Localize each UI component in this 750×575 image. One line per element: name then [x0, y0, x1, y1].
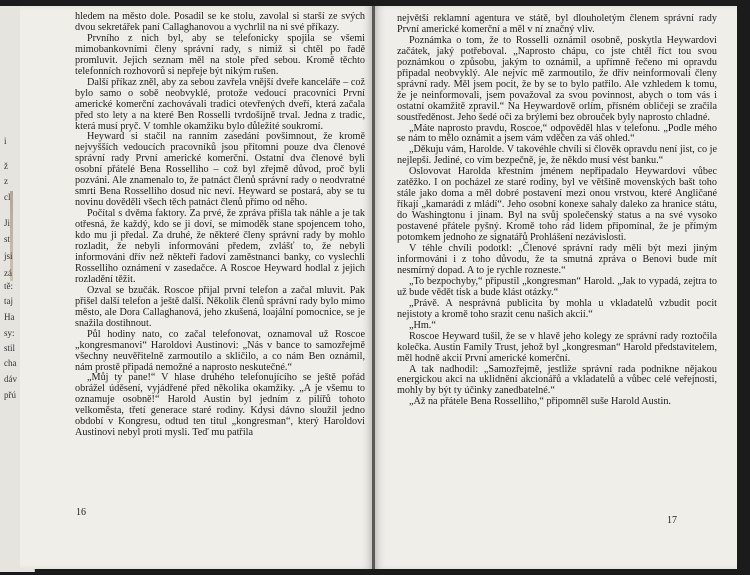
paragraph: „To bezpochyby,“ připustil „kongresman“ Harold. „Jak to vypadá, zejtra to už bude vědět tisk a bude klást otázky.“: [397, 275, 717, 298]
left-page-number: 16: [76, 507, 86, 518]
text-fragment: Ha: [4, 312, 15, 322]
text-fragment: jsi: [4, 251, 13, 261]
text-fragment: sy:: [4, 328, 15, 338]
text-fragment: taj: [4, 296, 13, 306]
paragraph: Další příkaz zněl, aby za sebou zavřela vnější dveře kanceláře – což bylo samo o sobě neobvyklé, protože vedoucí pracovníci První americké komerční zachovávali tradici otevřených dveří, která začala před sto lety a na které Ben Rosselli tvrdošíjně trval. Jedna z tradic, která musí pryč. V tomhle okamžiku bylo důležité soukromí.: [75, 76, 365, 132]
text-fragment: Ji: [4, 218, 11, 228]
paragraph: hledem na město dole. Posadil se ke stolu, zavolal si starší ze svých dvou sekretářek paní Callaghanovou a vychrlil na ni své příkazy.: [75, 11, 365, 33]
paragraph: „Až na přátele Bena Rosselliho,“ připomněl suše Harold Austin.: [409, 396, 671, 408]
paragraph: Heyward si stačil na ranním zasedání povšimnout, že kromě nejvyšších vedoucích pracovníků jsou přítomni pouze dva členové správní rady První americké komerční. Ostatní dva členové byli osobní přátelé Bena Rosselliho – což byl zřejmě důvod, proč byli pozváni. Ale znamenalo to, že patnáct členů správní rady o neodvratné smrti Bena Rosselliho dosud nic neví. Heyward se postará, aby se tu novinu dověděli všech těch patnáct členů přímo od něho.: [75, 131, 365, 209]
right-page: [375, 6, 737, 569]
text-fragment: z: [4, 176, 8, 186]
text-fragment: cl: [4, 192, 11, 202]
right-page-number: 17: [667, 515, 677, 526]
paragraph: Prvního z nich byl, aby se telefonicky spojila se všemi mimobankovními členy správní rady, s nimiž si chtěl po řadě promluvit. Jejich seznam měl na stole před sebou. Kromě těchto telefonních rozhovorů si nepřeje být nikým rušen.: [75, 32, 365, 77]
paragraph: Oslovovat Harolda křestním jménem nepřipadalo Heywardovi vůbec zatěžko. I on pocházel ze staré rodiny, byl ve většině movenských bašt toho stále jako doma a měl dobré postavení mezi onou vrstvou, které Angličané říkají „kamarádi z mládí“. Jeho osobní konexe sahaly daleko za hranice státu, do Washingtonu i jinam. Byl na svůj společenský status a na své vysoko postavené přátele pyšný. Kromě toho rád lidem připomínal, že je přímým potomkem jednoho ze signatářů Prohlášení nezávislosti.: [397, 166, 717, 244]
text-fragment: tě:: [4, 281, 13, 291]
text-fragment: zá: [4, 268, 12, 278]
text-fragment: cha: [4, 358, 17, 368]
paragraph: největší reklamní agentura ve státě, byl dlouholetým členem správní rady První americké komerční a měl v ní značný vliv.: [397, 13, 717, 35]
text-fragment: přú: [4, 390, 16, 400]
text-fragment: ž: [4, 161, 8, 171]
right-page-text: [397, 14, 717, 408]
paragraph: Ozval se bzučák. Roscoe přijal první telefon a začal mluvit. Pak přišel další telefon a ještě další. Několik členů správní rady bylo mimo město, ale Dora Callaghanová, jeho zkušená, loajální pomocnice, se je snažila dostihnout.: [75, 284, 365, 329]
paragraph: „Hm.“: [409, 319, 436, 331]
paragraph: Půl hodiny nato, co začal telefonovat, oznamoval už Roscoe „kongresmanovi“ Haroldovi Austinovi: „Nás v bance to samozřejmě všechny neuvěřitelně zarmoutilo a skličilo, a co nám Ben oznámil, nám prostě připadá nemožné a naprosto neskutečné.“: [75, 328, 365, 373]
paragraph: „Můj ty pane!“ V hlase druhého telefonujícího se ještě pořád obrážel úděsení, vyjádřené před několika okamžiky. „A je všemu to oznamuje osobně!“ Harold Austin byl jedním z pilířů tohoto velkoměsta, třetí generace staré rodiny. Kdysi dávno sloužil jedno období v Kongresu, odtud ten titul „kongresman“, který Haroldovi Austinovi nebyl proti mysli. Teď mu patřila: [75, 372, 365, 439]
paragraph: V téhle chvíli podotkl: „Členové správní rady měli být mezi jiným informováni i z toho důvodu, že ta smutná zpráva o Benovi bude mít nesmírný dopad. A to je rychle rozneste.“: [397, 243, 717, 276]
left-page-text: [75, 12, 365, 439]
left-page: [20, 6, 372, 569]
text-fragment: stil: [4, 343, 16, 353]
paragraph: A tak nadhodil: „Samozřejmě, jestliže správní rada podnikne nějakou energickou akci na uklidnění akcionářů a vkladatelů a vůbec celé veřejnosti, mohly by být ty účinky zanedbatelné.“: [397, 363, 717, 397]
paragraph: „Máte naprosto pravdu, Roscoe,“ odpověděl hlas v telefonu. „Podle mého se nám to mělo oznámit a jsem vám vděčen za váš ohled.“: [397, 122, 717, 145]
paragraph: Počítal s dvěma faktory. Za prvé, že zpráva přišla tak náhle a je tak otřesná, že každý, kdo se ji doví, se mimoděk stane spojencem toho, kdo mu ji předal. Za druhé, že některé členy správní rady by mohlo rozladit, že nebyli informováni předem, zvlášť to, že nebyli informováni dřív než někteří řadoví zaměstnanci banky, co vyslechli Rosselliho oznámení v zasedačce. A Roscoe Heyward hodlal z jejich rozladění těžit.: [75, 208, 365, 285]
text-fragment: dáv: [4, 374, 17, 384]
paragraph: Roscoe Heyward tušil, že se v hlavě jeho kolegy ze správní rady roztočila kolečka. Austin Family Trust, jehož byl „kongresman“ Harold představitelem, měl hodně akcií První americké komerční.: [397, 330, 717, 364]
paragraph: Poznámka o tom, že to Rosselli oznámil osobně, poskytla Heywardovi začátek, jaký potřeboval. „Naprosto chápu, co jste chtěl říct tou svou poznámkou o způsobu, jakým to oznámil, a upřímně řečeno mi opravdu připadal neobvyklý. Ale nejvíc mě zarmoutilo, že dřív neinformovali členy správní rady. Měl jsem pocit, že by se to bylo patřilo. Ale vzhledem k tomu, že je neinformovali, jsem považoval za svou povinnost, abych o tom vás i ostatní okamžitě zpravil.“ Na Heywardově orlím, přísném obličeji se zračila soustředěnost. Jeho šedé oči za brýlemi bez obrouček byly naprosto chladné.: [397, 34, 717, 123]
paragraph: „Právě. A nesprávná publicita by mohla u vkladatelů vzbudit pocit nejistoty a kromě toho srazit cenu našich akcií.“: [397, 297, 717, 320]
text-fragment: i: [4, 136, 7, 146]
paragraph: „Děkuju vám, Haroldе. V takovéhle chvíli si člověk opravdu není jist, co je nejlepší. Jediné, co vím bezpečně, je, že někdo musí vést banku.“: [397, 144, 717, 167]
text-fragment: st: [4, 234, 11, 244]
